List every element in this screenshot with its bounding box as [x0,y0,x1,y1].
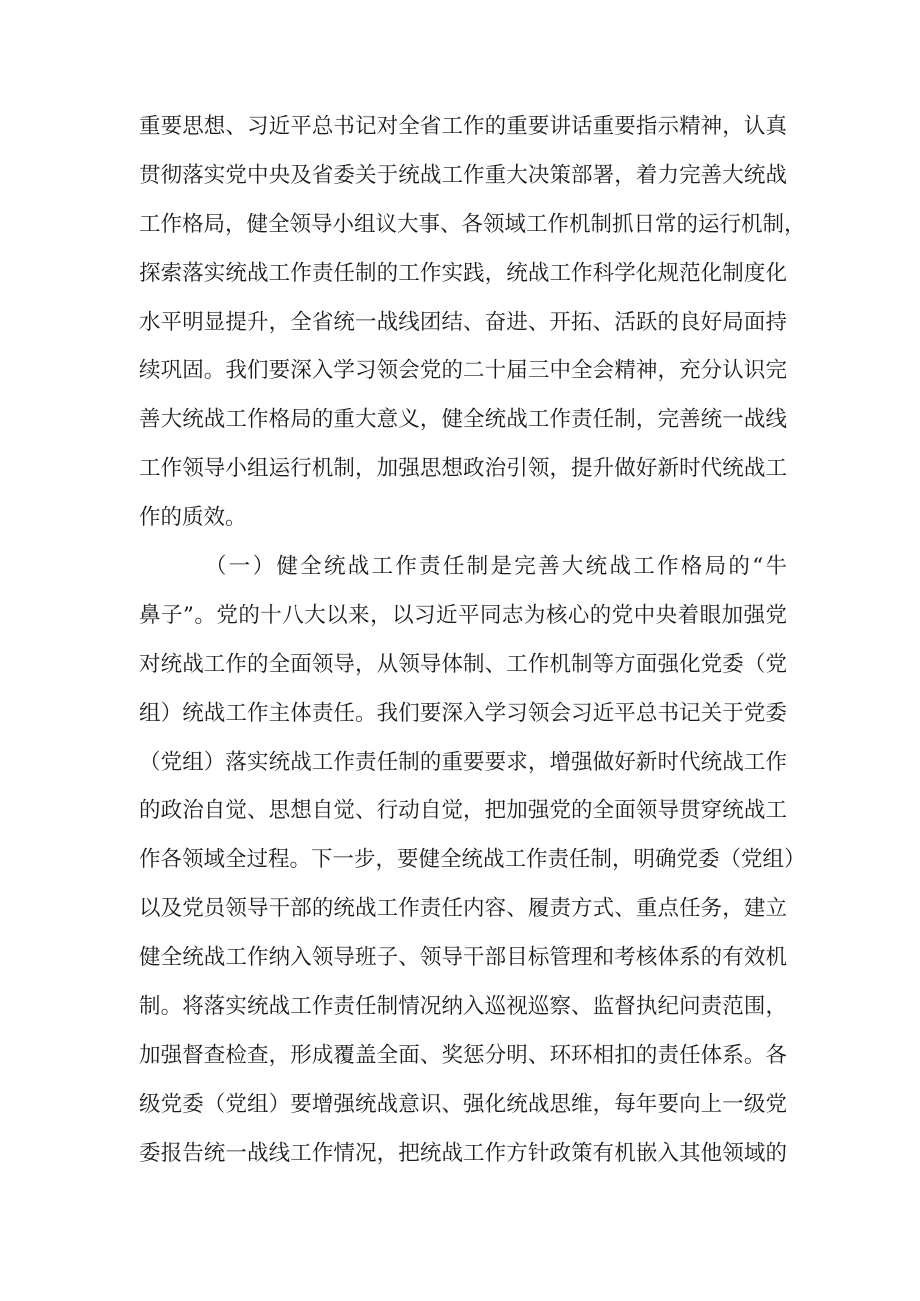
text-line: 善大统战工作格局的重大意义，健全统战工作责任制，完善统一战线 [139,407,787,433]
document-page [139,103,806,1179]
text-line: 续巩固。我们要深入学习领会党的二十届三中全会精神，充分认识完 [139,358,787,384]
text-line: 对统战工作的全面领导，从领导体制、工作机制等方面强化党委（党 [139,651,787,677]
text-line: 重要思想、习近平总书记对全省工作的重要讲话重要指示精神，认真 [139,114,787,139]
text-line: 加强督查检查，形成覆盖全面、奖惩分明、环环相扣的责任体系。各 [139,1042,787,1068]
text-line: 探索落实统战工作责任制的工作实践，统战工作科学化规范化制度化 [139,260,787,286]
text-line: 以及党员领导干部的统战工作责任内容、履责方式、重点任务，建立 [139,896,787,922]
paragraph-end-line: 作的质效。 [139,505,247,531]
text-line: 委报告统一战线工作情况，把统战工作方针政策有机嵌入其他领域的 [139,1140,787,1166]
text-line: （党组）落实统战工作责任制的重要要求，增强做好新时代统战工作 [139,749,787,775]
text-line: 工作格局，健全领导小组议大事、各领域工作机制抓日常的运行机制， [139,211,806,237]
text-line: 作各领域全过程。下一步，要健全统战工作责任制，明确党委（党组） [139,847,806,873]
text-line: 工作领导小组运行机制，加强思想政治引领，提升做好新时代统战工 [139,456,787,482]
text-line: 级党委（党组）要增强统战意识、强化统战思维，每年要向上一级党 [139,1091,787,1117]
text-line: 水平明显提升，全省统一战线团结、奋进、开拓、活跃的良好局面持 [139,309,787,335]
text-line: 制。将落实统战工作责任制情况纳入巡视巡察、监督执纪问责范围， [139,994,787,1020]
text-line: 贯彻落实党中央及省委关于统战工作重大决策部署，着力完善大统战 [139,162,787,188]
text-line: 的政治自觉、思想自觉、行动自觉，把加强党的全面领导贯穿统战工 [139,798,787,824]
section-heading-line: （一）健全统战工作责任制是完善大统战工作格局的“牛 [205,554,787,580]
text-line: 鼻子”。党的十八大以来，以习近平同志为核心的党中央着眼加强党 [139,602,787,628]
text-line: 组）统战工作主体责任。我们要深入学习领会习近平总书记关于党委 [139,700,787,726]
text-line: 健全统战工作纳入领导班子、领导干部目标管理和考核体系的有效机 [139,945,787,971]
